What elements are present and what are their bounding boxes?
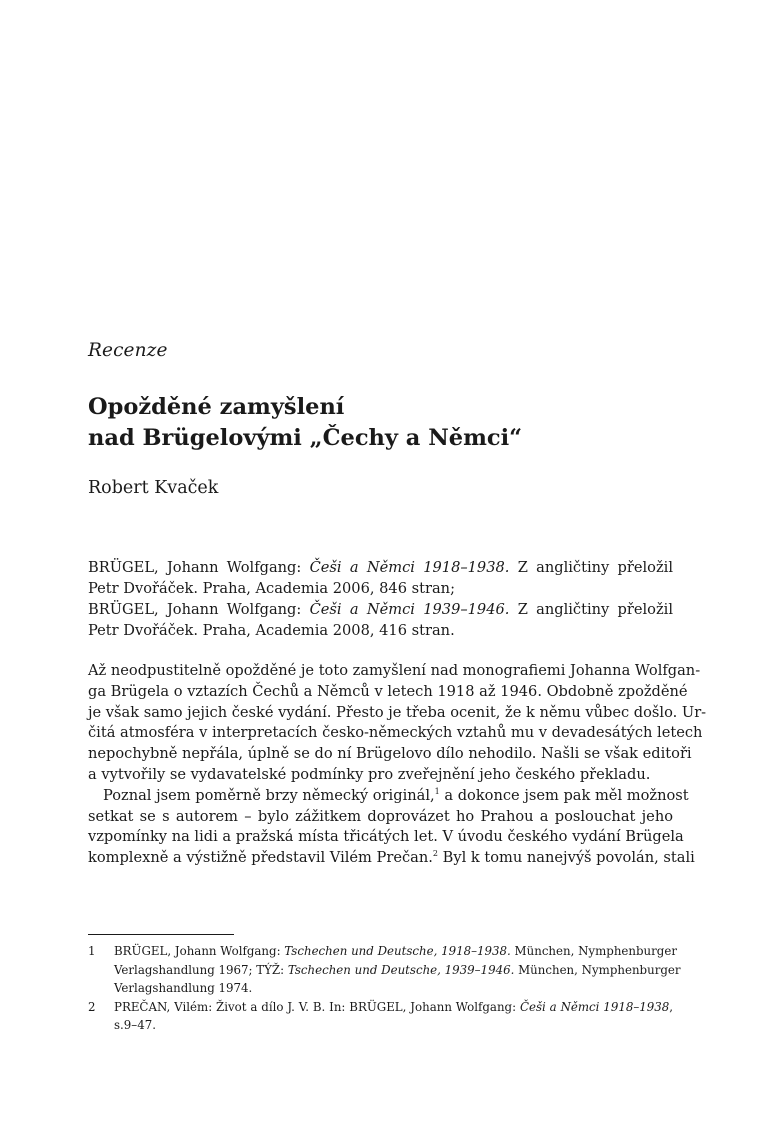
- text-line: Až neodpustitelně opožděné je toto zamyšlení nad monografiemi Johanna Wolfgan-: [88, 662, 701, 679]
- text-run: komplexně a výstižně představil Vilém Prečan.: [88, 849, 433, 867]
- footnote-ref-2[interactable]: 2: [432, 849, 438, 859]
- author-name: Robert Kvaček: [88, 478, 219, 498]
- bib-work-title: Češi a Němci 1939–1946.: [309, 601, 510, 618]
- footnotes: [88, 942, 681, 1035]
- bib-details: Z angličtiny přeložil Petr Dvořáček. Praha, Academia 2006, 846 stran;: [88, 559, 673, 597]
- bibliography-entry: [88, 599, 673, 641]
- footnote-2: [88, 998, 673, 1035]
- text-line: a vytvořily se vydavatelské podmínky pro zveřejnění jeho českého překladu.: [88, 765, 651, 783]
- footnote-1: [88, 942, 681, 998]
- document-page: [88, 0, 707, 1131]
- text-run: Poznal jsem poměrně brzy německý originál,: [103, 786, 435, 804]
- text-line: ga Brügela o vztazích Čechů a Němců v letech 1918 až 1946. Obdobně zpožděné: [88, 682, 688, 700]
- work-title: Češi a Němci 1918–1938: [519, 999, 670, 1014]
- footnote-line: Verlagshandlung 1974.: [114, 981, 253, 996]
- work-title: Tschechen und Deutsche, 1939–1946.: [287, 962, 515, 977]
- text-line: je však samo jejich české vydání. Přesto je třeba ocenit, že k němu vůbec došlo. Ur-: [88, 703, 707, 721]
- footnote-line: [114, 961, 681, 980]
- bibliography: [88, 557, 673, 641]
- footnote-ref-1[interactable]: 1: [434, 786, 440, 796]
- text-run: München, Nymphenburger: [514, 962, 681, 977]
- bibliography-entry: [88, 557, 673, 599]
- bib-author: BRÜGEL, Johann Wolfgang:: [88, 559, 310, 576]
- footnote-number: 1: [88, 944, 96, 958]
- text-line: vzpomínky na lidi a pražská místa třicátých let. V úvodu českého vydání Brügela: [88, 828, 684, 846]
- text-run: BRÜGEL, Johann Wolfgang:: [114, 944, 285, 958]
- work-title: Tschechen und Deutsche, 1918–1938.: [284, 944, 511, 958]
- text-run: München, Nymphenburger: [510, 944, 677, 958]
- footnote-line: [114, 998, 673, 1017]
- text-run: a dokonce jsem pak měl možnost: [439, 786, 689, 804]
- bib-work-title: Češi a Němci 1918–1938.: [309, 559, 510, 576]
- article-title: [88, 392, 522, 454]
- bib-author: BRÜGEL, Johann Wolfgang:: [88, 601, 310, 618]
- footnote-line: s.9–47.: [114, 1018, 156, 1033]
- text-line: nepochybně nepřála, úplně se do ní Brügelovo dílo nehodilo. Našli se však editoři: [88, 745, 692, 763]
- body-text: [88, 661, 707, 869]
- text-run: PREČAN, Vilém: Život a dílo J. V. B. In: BRÜGEL, Johann Wolfgang:: [114, 999, 520, 1014]
- text-line: čitá atmosféra v interpretacích česko-německých vztahů mu v devadesátých letech: [88, 724, 703, 742]
- text-run: ,: [669, 999, 674, 1014]
- title-line-2: nad Brügelovými „Čechy a Němci“: [88, 425, 523, 451]
- footnote-line: [114, 942, 677, 961]
- text-run: Verlagshandlung 1967; TÝŽ:: [114, 962, 288, 977]
- footnote-number: 2: [88, 999, 96, 1014]
- text-run: Byl k tomu nanejvýš povolán, stali: [437, 849, 695, 867]
- text-line: [88, 848, 695, 869]
- footnote-separator: [88, 934, 234, 935]
- text-line: [88, 786, 689, 807]
- text-line: setkat se s autorem – bylo zážitkem doprovázet ho Prahou a poslouchat jeho: [88, 807, 673, 825]
- title-line-1: Opožděné zamyšlení: [88, 394, 345, 420]
- bib-details: Z angličtiny přeložil Petr Dvořáček. Praha, Academia 2008, 416 stran.: [88, 601, 673, 639]
- section-label: Recenze: [88, 340, 168, 361]
